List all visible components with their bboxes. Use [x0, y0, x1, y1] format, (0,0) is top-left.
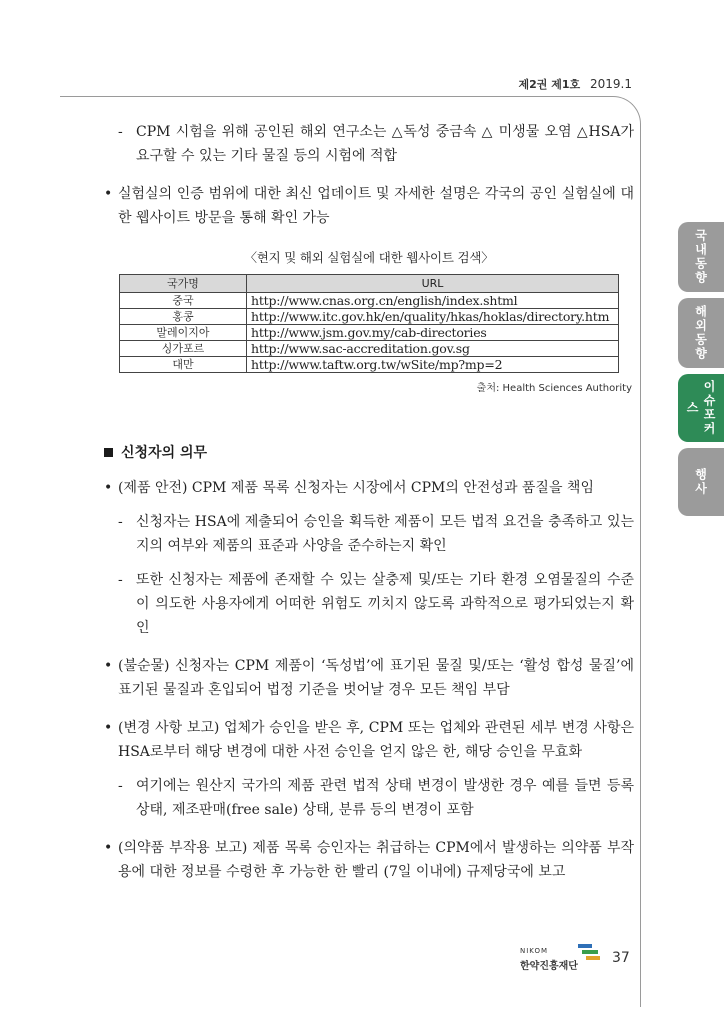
bullet-marker: •: [104, 720, 113, 736]
table-row: [120, 357, 619, 373]
url-cell: http://www.cnas.org.cn/english/index.shtml: [247, 293, 619, 309]
table-source: 출처: Health Sciences Authority: [476, 383, 632, 394]
bullet-marker: •: [104, 840, 113, 856]
country-cell: 말레이지아: [120, 325, 247, 341]
bullet-marker: •: [104, 186, 113, 202]
tab-events[interactable]: 행사: [678, 448, 724, 516]
dash-item: [104, 510, 634, 558]
table-header-row: [120, 275, 619, 293]
tab-overseas-trends[interactable]: 해외동향: [678, 298, 724, 368]
bullet-text: (변경 사항 보고) 업체가 승인을 받은 후, CPM 또는 업체와 관련된 세부 변경 사항은 HSA로부터 해당 변경에 대한 사전 승인을 얻지 않은 한, 해당 승인을 무효화: [118, 720, 634, 760]
dash-item: [104, 774, 634, 822]
dash-item: [104, 120, 634, 168]
dash-text: 또한 신청자는 제품에 존재할 수 있는 살충제 및/또는 기타 환경 오염물질의 수준이 의도한 사용자에게 어떠한 위험도 끼치지 않도록 과학적으로 평가되었는지 확인: [136, 572, 634, 636]
dash-item: [104, 568, 634, 640]
nikom-logo: [520, 941, 602, 981]
dash-text: CPM 시험을 위해 공인된 해외 연구소는 △독성 중금속 △ 미생물 오염 △HSA가 요구할 수 있는 기타 물질 등의 시험에 적합: [136, 124, 634, 164]
url-cell: http://www.sac-accreditation.gov.sg: [247, 341, 619, 357]
side-tab-bar: [678, 222, 724, 522]
issue-number: 제2권 제1호: [518, 78, 581, 91]
section-heading: [104, 442, 634, 462]
url-cell: http://www.taftw.org.tw/wSite/mp?mp=2: [247, 357, 619, 373]
country-cell: 대만: [120, 357, 247, 373]
table-row: [120, 341, 619, 357]
dash-marker: -: [118, 778, 123, 794]
section-title: 신청자의 의무: [121, 445, 208, 461]
header-url: URL: [247, 275, 619, 293]
bullet-text: (불순물) 신청자는 CPM 제품이 ‘독성법’에 표기된 물질 및/또는 ‘활성 합성 물질’에 표기된 물질과 혼입되어 법정 기준을 벗어날 경우 모든 책임 부담: [118, 658, 634, 698]
dash-text: 여기에는 원산지 국가의 제품 관련 법적 상태 변경이 발생한 경우 예를 들면 등록 상태, 제조판매(free sale) 상태, 분류 등의 변경이 포함: [136, 778, 634, 818]
dash-marker: -: [118, 572, 123, 588]
url-cell: http://www.itc.gov.hk/en/quality/hkas/hoklas/directory.htm: [247, 309, 619, 325]
table-title: 〈현지 및 해외 실험실에 대한 웹사이트 검색〉: [244, 250, 494, 265]
country-cell: 중국: [120, 293, 247, 309]
bullet-item: [104, 654, 634, 702]
country-cell: 홍콩: [120, 309, 247, 325]
tab-issue-focus[interactable]: 이슈포커스: [678, 374, 724, 442]
bullet-marker: •: [104, 658, 113, 674]
square-bullet-icon: [104, 448, 113, 457]
logo-mark-icon: [576, 941, 602, 965]
bullet-item: [104, 836, 634, 884]
dash-marker: -: [118, 514, 123, 530]
bullet-marker: •: [104, 480, 113, 496]
table-row: [120, 293, 619, 309]
page-header: [519, 76, 633, 92]
bullet-text: (의약품 부작용 보고) 제품 목록 승인자는 취급하는 CPM에서 발생하는 의약품 부작용에 대한 정보를 수령한 후 가능한 한 빨리 (7일 이내에) 규제당국에 보고: [118, 840, 634, 880]
country-cell: 싱가포르: [120, 341, 247, 357]
header-country: 국가명: [120, 275, 247, 293]
bullet-text: (제품 안전) CPM 제품 목록 신청자는 시장에서 CPM의 안전성과 품질을 책임: [118, 480, 594, 496]
dash-text: 신청자는 HSA에 제출되어 승인을 획득한 제품이 모든 법적 요건을 충족하고 있는지의 여부와 제품의 표준과 사양을 준수하는지 확인: [136, 514, 634, 554]
url-cell: http://www.jsm.gov.my/cab-directories: [247, 325, 619, 341]
bullet-item: [104, 182, 634, 230]
issue-year: 2019.1: [590, 77, 632, 91]
table-row: [120, 325, 619, 341]
website-table: [119, 274, 619, 373]
bullet-item: [104, 716, 634, 764]
tab-domestic-trends[interactable]: 국내동향: [678, 222, 724, 292]
table-row: [120, 309, 619, 325]
bullet-text: 실험실의 인증 범위에 대한 최신 업데이트 및 자세한 설명은 각국의 공인 실험실에 대한 웹사이트 방문을 통해 확인 가능: [118, 186, 634, 226]
main-content: [104, 120, 634, 884]
page-number: 37: [612, 950, 630, 966]
logo-korean-text: 한약진흥재단: [520, 961, 578, 972]
bullet-item: [104, 476, 634, 500]
dash-marker: -: [118, 124, 123, 140]
logo-english-text: NIKOM: [520, 947, 549, 955]
